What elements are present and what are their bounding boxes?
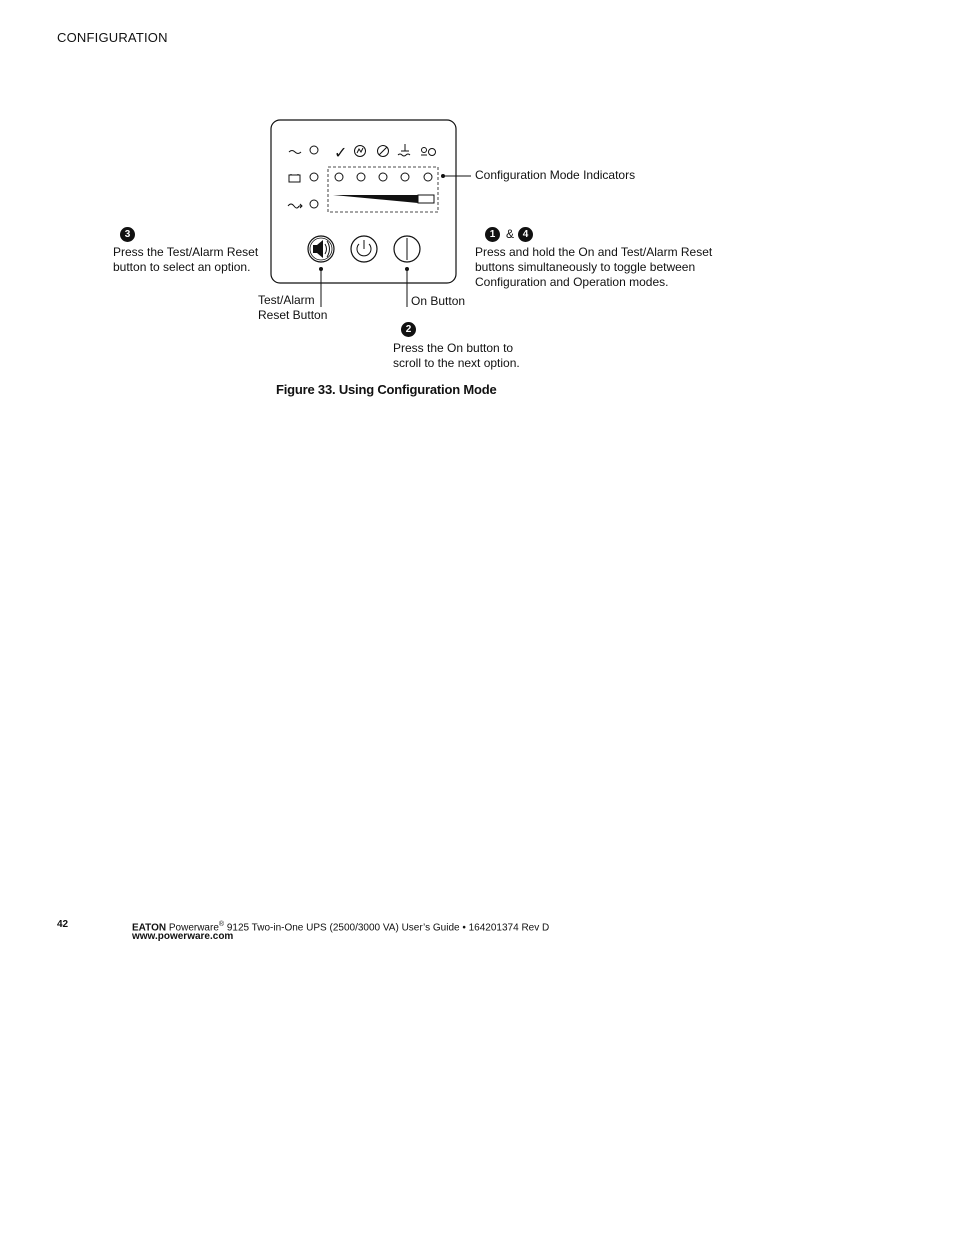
step-1-4-text-line2: buttons simultaneously to toggle between bbox=[475, 260, 696, 274]
standby-button bbox=[351, 236, 377, 262]
page-number: 42 bbox=[57, 919, 69, 930]
figure-caption: Figure 33. Using Configuration Mode bbox=[276, 382, 497, 397]
test-alarm-label-line1: Test/Alarm bbox=[258, 293, 315, 307]
step-3-text-line1: Press the Test/Alarm Reset bbox=[113, 245, 259, 259]
indicator-led-3 bbox=[379, 173, 387, 181]
section-header: CONFIGURATION bbox=[57, 30, 168, 45]
step-2-text-line2: scroll to the next option. bbox=[393, 356, 520, 370]
step-ampersand: & bbox=[506, 227, 515, 241]
test-alarm-label-line2: Reset Button bbox=[258, 308, 328, 322]
utility-led bbox=[310, 146, 318, 154]
indicator-led-2 bbox=[357, 173, 365, 181]
test-alarm-reset-button bbox=[308, 236, 334, 262]
step-4-badge: 4 bbox=[518, 227, 533, 242]
indicator-led-1 bbox=[335, 173, 343, 181]
footer-guide-text: 9125 Two-in-One UPS (2500/3000 VA) User’s Guide • 164201374 Rev D bbox=[224, 922, 550, 934]
indicator-led-4 bbox=[401, 173, 409, 181]
battery-led bbox=[310, 173, 318, 181]
step-2-badge: 2 bbox=[401, 322, 416, 337]
indicator-led-5 bbox=[424, 173, 432, 181]
step-3-badge: 3 bbox=[120, 227, 135, 242]
bypass-led bbox=[310, 200, 318, 208]
step-2-text-line1: Press the On button to bbox=[393, 341, 514, 355]
footer-registered: ® bbox=[218, 921, 225, 928]
step-1-badge: 1 bbox=[485, 227, 500, 242]
step-1-4-text-line1: Press and hold the On and Test/Alarm Reset bbox=[475, 245, 713, 259]
checkmark-icon: ✓ bbox=[334, 143, 348, 162]
footer-url: www.powerware.com bbox=[132, 931, 234, 942]
config-mode-indicators-label: Configuration Mode Indicators bbox=[475, 168, 636, 182]
on-button bbox=[394, 236, 420, 262]
step-1-4-text-line3: Configuration and Operation modes. bbox=[475, 275, 669, 289]
footer-product: Powerware bbox=[168, 922, 219, 934]
footer-brand: EATON bbox=[132, 922, 167, 934]
step-3-text-line2: button to select an option. bbox=[113, 260, 251, 274]
on-button-label: On Button bbox=[411, 294, 466, 308]
